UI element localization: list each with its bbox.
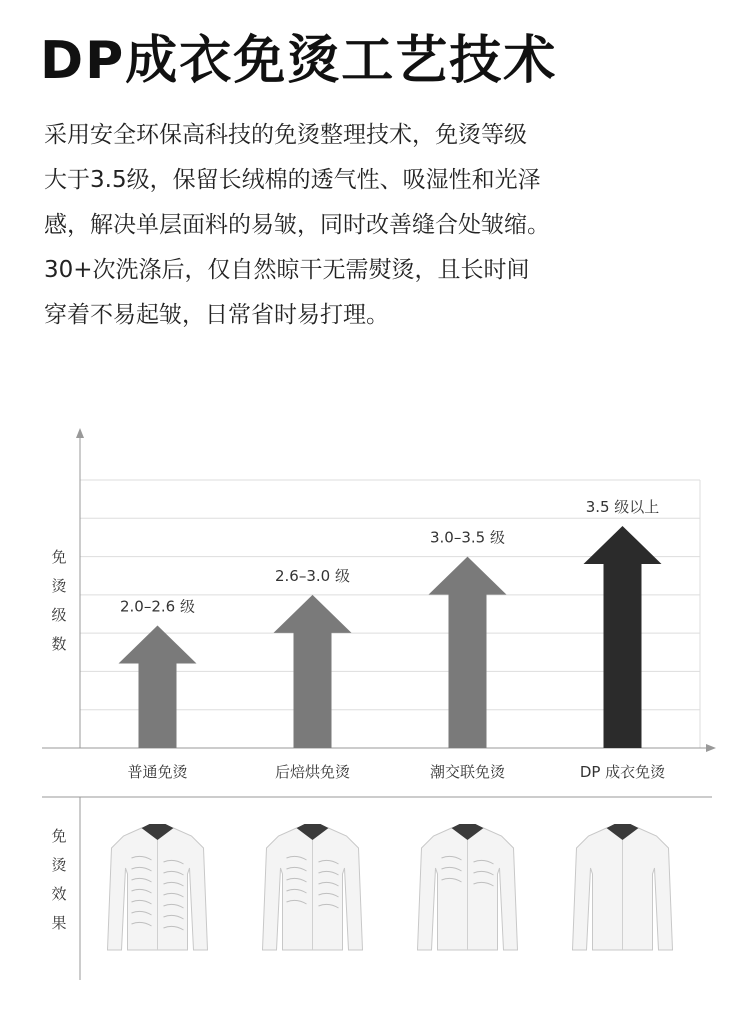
category-label: 普通免烫: [127, 763, 188, 781]
effect-axis-label: 免 烫 效 果: [51, 827, 67, 932]
category-label: DP 成衣免烫: [579, 763, 666, 781]
intro-line: 穿着不易起皱，日常省时易打理。: [44, 302, 389, 328]
shirt-image: [263, 824, 363, 950]
bar-arrow: [429, 557, 507, 748]
data-label: 2.0–2.6 级: [120, 597, 195, 616]
data-label: 3.5 级以上: [585, 497, 660, 516]
data-label: 2.6–3.0 级: [275, 566, 350, 585]
labels: [120, 498, 665, 781]
bar-arrow: [584, 526, 662, 748]
shirt-image: [573, 824, 673, 950]
data-label: 3.0–3.5 级: [430, 528, 505, 547]
y-axis-label: 免 烫 级 数: [51, 548, 67, 653]
page-title: DP成衣免烫工艺技术: [40, 31, 558, 91]
intro-line: 30+次洗涤后，仅自然晾干无需熨烫，且长时间: [44, 257, 530, 283]
category-label: 后焙烘免烫: [274, 763, 351, 781]
y-axis-arrow: [76, 428, 84, 438]
intro-line: 感，解决单层面料的易皱，同时改善缝合处皱缩。: [44, 212, 550, 238]
category-label: 潮交联免烫: [429, 763, 506, 781]
intro-line: 大于3.5级，保留长绒棉的透气性、吸湿性和光泽: [44, 167, 541, 193]
shirt-image: [108, 824, 208, 950]
bar-arrow: [119, 625, 197, 748]
x-axis-arrow: [706, 744, 716, 752]
bars: [119, 526, 662, 748]
shirts: [108, 824, 673, 950]
intro-line: 采用安全环保高科技的免烫整理技术，免烫等级: [44, 122, 527, 148]
shirt-image: [418, 824, 518, 950]
